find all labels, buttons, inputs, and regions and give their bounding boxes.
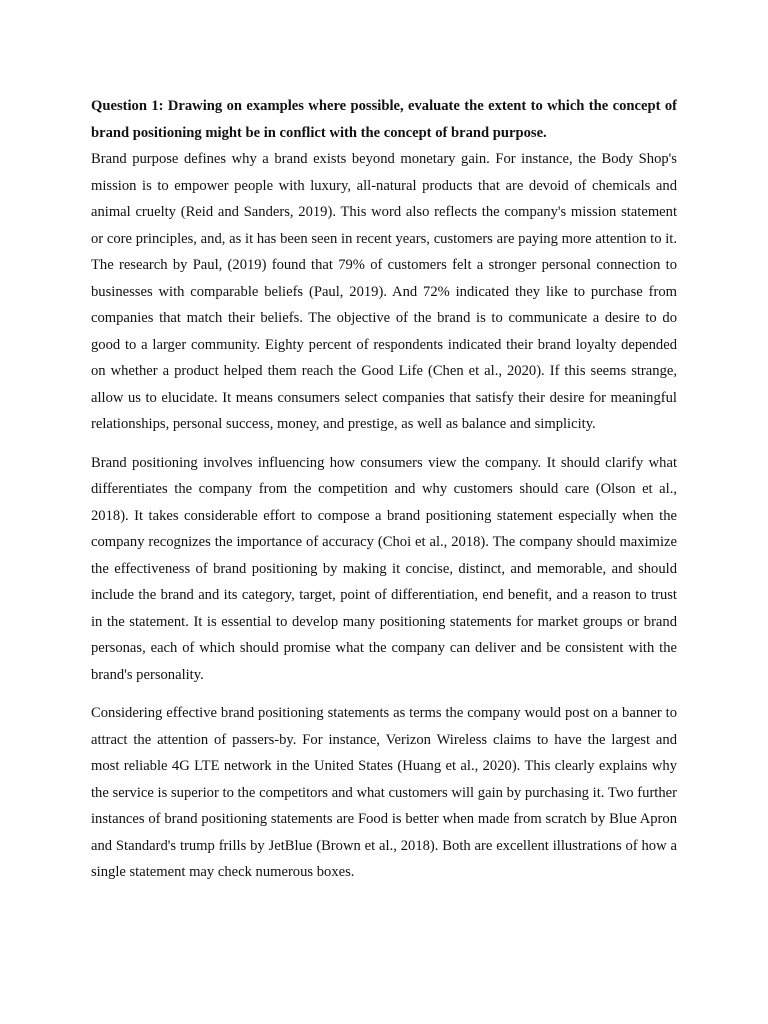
paragraph-positioning-examples: Considering effective brand positioning statements as terms the company would post on a banner to attract the attention of passers-by. For instance, Verizon Wireless claims to have the largest and most reliable 4G LTE network in the United States (Huang et al., 2020). This clearly explains why the service is superior to the competitors and what customers will gain by purchasing it. Two further instances of brand positioning statements are Food is better when made from scratch by Blue Apron and Standard's trump frills by JetBlue (Brown et al., 2018). Both are excellent illustrations of how a single statement may check numerous boxes. — [91, 705, 677, 880]
paragraph-brand-purpose: Brand purpose defines why a brand exists beyond monetary gain. For instance, the Body Shop's mission is to empower people with luxury, all-natural products that are devoid of chemicals and animal cruelty (Reid and Sanders, 2019). This word also reflects the company's mission statement or core principles, and, as it has been seen in recent years, customers are paying more attention to it. The research by Paul, (2019) found that 79% of customers felt a stronger personal connection to businesses with comparable beliefs (Paul, 2019). And 72% indicated they like to purchase from companies that match their beliefs. The objective of the brand is to communicate a desire to do good to a larger community. Eighty percent of respondents indicated their brand loyalty depended on whether a product helped them reach the Good Life (Chen et al., 2020). If this seems strange, allow us to elucidate. It means consumers select companies that satisfy their desire for meaningful relationships, personal success, money, and prestige, as well as balance and simplicity. — [91, 151, 677, 432]
question-heading: Question 1: Drawing on examples where possible, evaluate the extent to which the concept of brand positioning might be in conflict with the concept of brand purpose. — [91, 98, 677, 141]
paragraph-brand-positioning: Brand positioning involves influencing how consumers view the company. It should clarify what differentiates the company from the competition and why customers should care (Olson et al., 2018). It takes considerable effort to compose a brand positioning statement especially when the company recognizes the importance of accuracy (Choi et al., 2018). The company should maximize the effectiveness of brand positioning by making it concise, distinct, and memorable, and should include the brand and its category, target, point of differentiation, end benefit, and a reason to trust in the statement. It is essential to develop many positioning statements for market groups or brand personas, each of which should promise what the company can deliver and be consistent with the brand's personality. — [91, 454, 677, 683]
document-body — [91, 93, 677, 886]
